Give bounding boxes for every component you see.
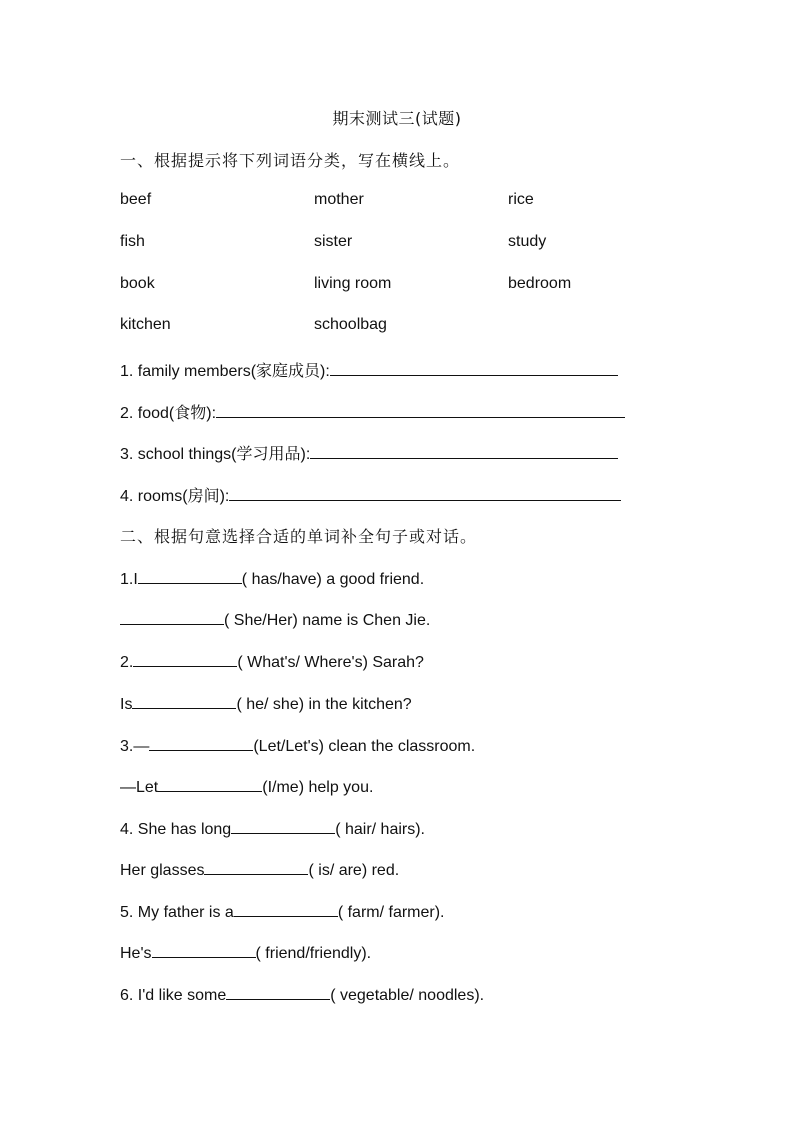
word-bank-item: beef	[120, 191, 152, 208]
word-bank-item: rice	[508, 191, 534, 208]
question-text: Her glasses	[120, 862, 205, 879]
question-text: ( She/Her) name is Chen Jie.	[224, 612, 431, 629]
question-text: 2.	[120, 654, 134, 671]
section-1-heading: 一、根据提示将下列词语分类，写在横线上。	[120, 151, 461, 170]
question-5a	[120, 899, 445, 922]
category-row-family	[120, 358, 618, 381]
question-text: 5. My father is a	[120, 904, 234, 921]
answer-blank[interactable]	[133, 649, 237, 667]
answer-blank[interactable]	[330, 358, 618, 376]
word-bank-item: fish	[120, 233, 145, 250]
category-row-food	[120, 400, 625, 423]
word-bank-item: schoolbag	[314, 316, 387, 333]
question-text: ( friend/friendly).	[255, 945, 372, 962]
question-4a	[120, 816, 425, 839]
word-bank-item: study	[508, 233, 547, 250]
question-5b	[120, 940, 371, 963]
question-text: ( has/have) a good friend.	[241, 571, 425, 588]
word-bank-item: bedroom	[508, 275, 572, 292]
question-text: ( farm/ farmer).	[337, 904, 445, 921]
question-2b	[120, 691, 412, 714]
category-label: 4. rooms(房间):	[120, 488, 230, 505]
answer-blank[interactable]	[132, 691, 236, 709]
question-1b	[120, 607, 430, 630]
question-text: He's	[120, 945, 152, 962]
question-text: 3.—	[120, 738, 150, 755]
question-text: 6. I'd like some	[120, 987, 227, 1004]
category-label: 2. food(食物):	[120, 405, 217, 422]
word-bank-item: book	[120, 275, 155, 292]
answer-blank[interactable]	[216, 400, 625, 418]
question-text: ( What's/ Where's) Sarah?	[237, 654, 424, 671]
answer-blank[interactable]	[234, 899, 338, 917]
question-1a	[120, 566, 424, 589]
word-bank-item: mother	[314, 191, 364, 208]
category-label: 1. family members(家庭成员):	[120, 363, 330, 380]
answer-blank[interactable]	[138, 566, 242, 584]
answer-blank[interactable]	[204, 857, 308, 875]
question-text: ( hair/ hairs).	[335, 821, 425, 838]
question-3b	[120, 774, 373, 797]
question-text: —Let	[120, 779, 159, 796]
word-bank-item: living room	[314, 275, 392, 292]
question-3a	[120, 733, 475, 756]
section-2-heading: 二、根据句意选择合适的单词补全句子或对话。	[120, 527, 478, 546]
question-2a	[120, 649, 424, 672]
answer-blank[interactable]	[152, 940, 256, 958]
page-title: 期末测试三(试题)	[332, 109, 462, 128]
category-row-rooms	[120, 483, 621, 506]
answer-blank[interactable]	[229, 483, 621, 501]
word-bank-item: sister	[314, 233, 353, 250]
question-text: ( he/ she) in the kitchen?	[236, 696, 412, 713]
category-row-school-things	[120, 441, 618, 464]
answer-blank[interactable]	[231, 816, 335, 834]
answer-blank[interactable]	[310, 441, 618, 459]
answer-blank[interactable]	[158, 774, 262, 792]
question-4b	[120, 857, 399, 880]
question-6	[120, 982, 484, 1005]
answer-blank[interactable]	[120, 607, 224, 625]
question-text: (Let/Let's) clean the classroom.	[253, 738, 476, 755]
question-text: ( is/ are) red.	[308, 862, 400, 879]
question-text: 1.I	[120, 571, 138, 588]
answer-blank[interactable]	[149, 733, 253, 751]
question-text: ( vegetable/ noodles).	[330, 987, 485, 1004]
answer-blank[interactable]	[226, 982, 330, 1000]
question-text: Is	[120, 696, 133, 713]
question-text: 4. She has long	[120, 821, 232, 838]
word-bank-item: kitchen	[120, 316, 171, 333]
category-label: 3. school things(学习用品):	[120, 446, 311, 463]
question-text: (I/me) help you.	[262, 779, 374, 796]
